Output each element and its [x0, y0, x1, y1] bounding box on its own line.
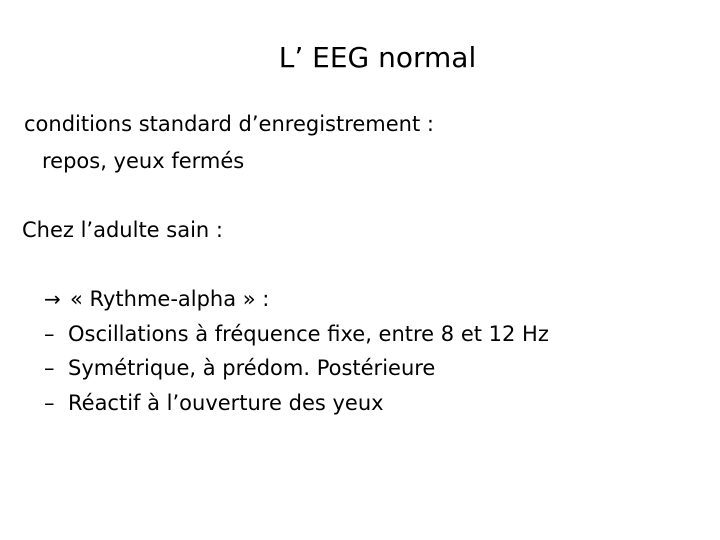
list-item-text: Oscillations à fréquence fixe, entre 8 et 12 Hz: [68, 322, 549, 346]
list-item: [44, 354, 435, 382]
list-item-text: Symétrique, à prédom. Postérieure: [68, 356, 436, 380]
list-item: [44, 320, 549, 348]
conditions-heading: conditions standard d’enregistrement :: [24, 112, 434, 136]
alpha-rhythm-label: « Rythme-alpha » :: [70, 287, 270, 311]
adult-heading: Chez l’adulte sain :: [22, 218, 223, 242]
list-item-text: Réactif à l’ouverture des yeux: [68, 391, 384, 415]
conditions-detail: repos, yeux fermés: [42, 149, 245, 173]
dash-marker: –: [44, 322, 55, 346]
list-item: [44, 389, 384, 417]
dash-marker: –: [44, 391, 55, 415]
alpha-rhythm-item: [44, 285, 269, 313]
dash-marker: –: [44, 356, 55, 380]
slide-title: L’ EEG normal: [278, 41, 477, 74]
arrow-right-icon: →: [44, 287, 61, 311]
